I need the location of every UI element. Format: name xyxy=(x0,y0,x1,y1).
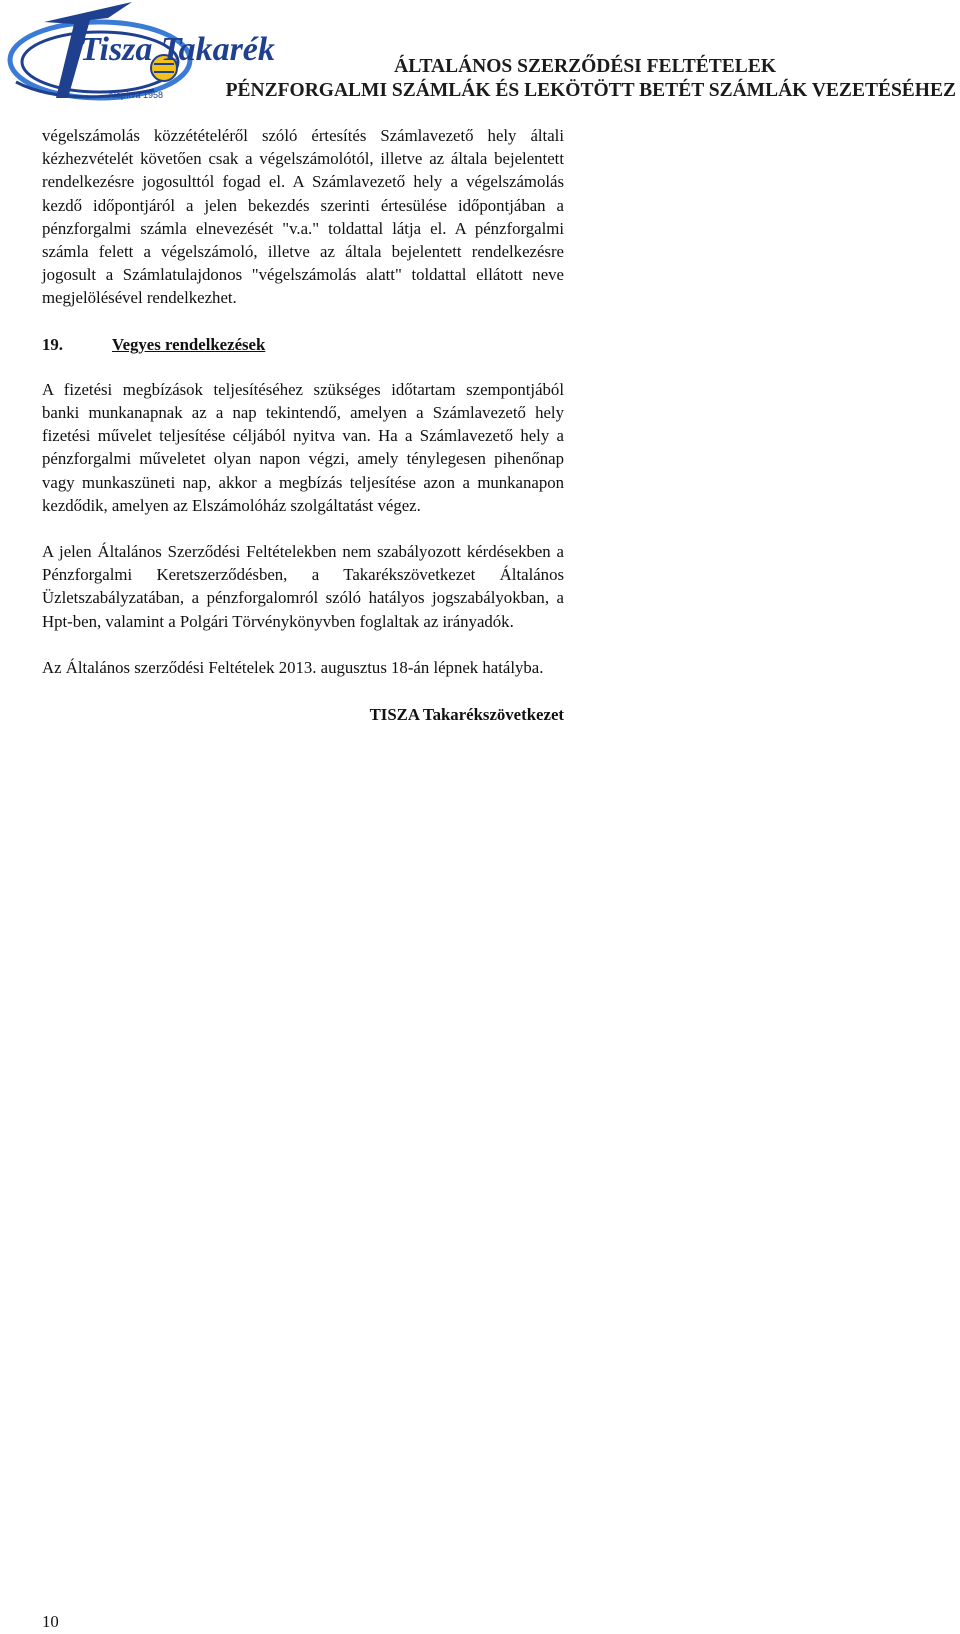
tisza-takarek-logo xyxy=(4,2,275,110)
paragraph-governing-rules: A jelen Általános Szerződési Feltételekben nem szabályozott kérdésekben a Pénzforgalmi Keretszerződésben, a Takarékszövetkezet Általános Üzletszabályzatában, a pénzforgalomról szóló hatályos jogszabályokban, a Hpt-ben, valamint a Polgári Törvénykönyvben foglaltak az irányadók. xyxy=(42,542,564,631)
section-title: Vegyes rendelkezések xyxy=(112,334,266,354)
section-heading xyxy=(42,333,564,356)
header-title-line1: ÁLTALÁNOS SZERZŐDÉSI FELTÉTELEK xyxy=(394,56,776,77)
signature: TISZA Takarékszövetkezet xyxy=(369,705,564,725)
logo-subtext: Alapítva 1958 xyxy=(108,90,164,100)
document-body xyxy=(42,124,564,726)
header-title-line2: PÉNZFORGALMI SZÁMLÁK ÉS LEKÖTÖTT BETÉT SZÁMLÁK VEZETÉSÉHEZ xyxy=(225,80,956,101)
paragraph-effective-date: Az Általános szerződési Feltételek 2013. augusztus 18-án lépnek hatályba. xyxy=(42,657,544,677)
section-number: 19. xyxy=(42,334,63,354)
logo-text: Tisza Takarék xyxy=(80,31,275,68)
paragraph-liquidation: végelszámolás közzétételéről szóló értesítés Számlavezető hely általi kézhezvételét követően csak a végelszámolótól, illetve az általa bejelentett rendelkezésre jogosulttól fogad el. A Számlavezető hely a végelszámolás kezdő időpontjáról a jelen bekezdés szerinti értesülése időpontjában a pénzforgalmi számla elnevezését "v.a." toldattal látja el. A pénzforgalmi számla felett a végelszámoló, illetve az általa bejelentett rendelkezésre jogosult a Számlatulajdonos "végelszámolás alatt" toldattal ellátott neve megjelölésével rendelkezhet. xyxy=(42,126,564,308)
logo-graphic xyxy=(4,2,275,110)
page-number: 10 xyxy=(42,1612,59,1631)
document-header xyxy=(226,55,956,103)
paragraph-banking-days: A fizetési megbízások teljesítéséhez szükséges időtartam szempontjából banki munkanapnak az a nap tekintendő, amelyen a Számlavezető hely fizetési művelet teljesítése céljából nyitva van. Ha a Számlavezető hely a pénzforgalmi műveletet olyan napon végzi, amely ténylegesen pihenőnap vagy munkaszüneti nap, akkor a megbízás teljesítése azon a munkanapon kezdődik, amelyen az Elszámolóház szolgáltatást végez. xyxy=(42,379,564,515)
